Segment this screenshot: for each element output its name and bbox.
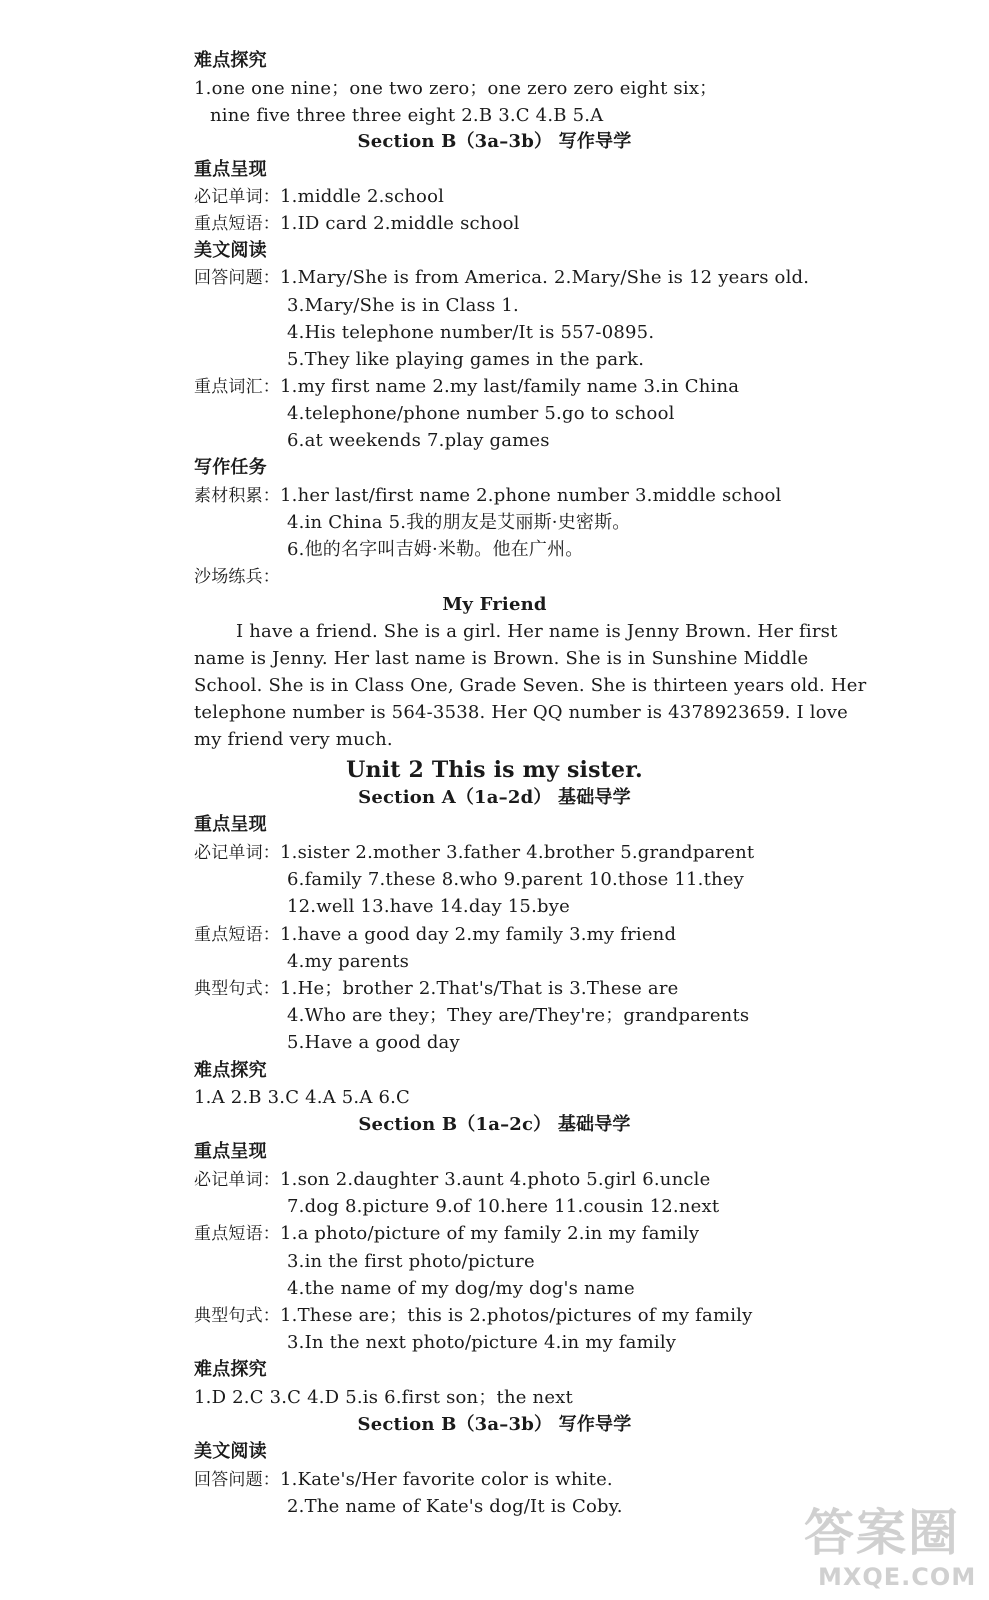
item-label: 重点词汇：: [194, 377, 280, 397]
essay-line: I have a friend. She is a girl. Her name is Jenny Brown. Her first: [236, 621, 838, 642]
item-label: 必记单词：: [194, 187, 280, 207]
answer-line: 3.in the first photo/picture: [287, 1251, 535, 1272]
item-label: 重点短语：: [194, 1224, 280, 1244]
section-title: Section B（1a–2c） 基础导学: [358, 1114, 631, 1135]
answer-line: 5.Have a good day: [287, 1032, 460, 1053]
answer-line: 4.Who are they；They are/They're；grandparents: [287, 1005, 750, 1026]
watermark-url: MXQE.COM: [818, 1563, 977, 1591]
section-heading: 美文阅读: [194, 1441, 267, 1462]
answer-line: 4.my parents: [287, 951, 410, 972]
item-answers: 1.Mary/She is from America. 2.Mary/She is 12 years old.: [280, 267, 810, 288]
item-label: 素材积累：: [194, 486, 280, 506]
answer-line: [194, 375, 739, 399]
item-answers: 1.ID card 2.middle school: [280, 213, 520, 234]
answer-line: [194, 841, 754, 865]
item-answers: 1.her last/first name 2.phone number 3.middle school: [280, 485, 782, 506]
answer-line: 3.In the next photo/picture 4.in my family: [287, 1332, 677, 1353]
item-label: 必记单词：: [194, 1170, 280, 1190]
item-answers: 1.middle 2.school: [280, 186, 445, 207]
watermark-text: 答案圈: [804, 1504, 960, 1562]
section-heading: 难点探究: [194, 1060, 267, 1081]
answer-line: 6.at weekends 7.play games: [287, 430, 550, 451]
watermark-logo: [798, 1505, 988, 1597]
answer-line: 7.dog 8.picture 9.of 10.here 11.cousin 12.next: [287, 1196, 720, 1217]
answer-line: 2.The name of Kate's dog/It is Coby.: [287, 1496, 623, 1517]
answer-line: [194, 212, 520, 236]
essay-line: name is Jenny. Her last name is Brown. She is in Sunshine Middle: [194, 648, 809, 669]
item-label: 典型句式：: [194, 1306, 280, 1326]
answer-line: [194, 484, 782, 508]
section-heading: 重点呈现: [194, 159, 267, 180]
item-answers: 1.a photo/picture of my family 2.in my family: [280, 1223, 700, 1244]
item-label: 重点短语：: [194, 925, 280, 945]
answer-line: 1.A 2.B 3.C 4.A 5.A 6.C: [194, 1087, 411, 1108]
item-label: 回答问题：: [194, 268, 280, 288]
answer-line: [194, 266, 809, 290]
section-heading: 重点呈现: [194, 1141, 267, 1162]
item-label: 沙场练兵：: [194, 567, 280, 587]
item-label: 典型句式：: [194, 979, 280, 999]
answer-line: [194, 1304, 753, 1328]
section-heading: 美文阅读: [194, 240, 267, 261]
answer-line: [194, 185, 444, 209]
item-answers: 1.sister 2.mother 3.father 4.brother 5.grandparent: [280, 842, 755, 863]
answer-line: 1.D 2.C 3.C 4.D 5.is 6.first son；the next: [194, 1387, 573, 1408]
answer-line: [194, 1468, 613, 1492]
section-title: Section B（3a–3b） 写作导学: [357, 131, 632, 152]
answer-line: 4.the name of my dog/my dog's name: [287, 1278, 635, 1299]
item-answers: 1.He；brother 2.That's/That is 3.These are: [280, 978, 679, 999]
section-heading: 难点探究: [194, 50, 267, 71]
essay-line: telephone number is 564-3538. Her QQ number is 4378923659. I love: [194, 702, 848, 723]
item-label: 回答问题：: [194, 1470, 280, 1490]
essay-line: School. She is in Class One, Grade Seven. She is thirteen years old. Her: [194, 675, 867, 696]
answer-line: [194, 923, 676, 947]
answer-line: 5.They like playing games in the park.: [287, 349, 645, 370]
answer-line: [194, 977, 679, 1001]
item-label: 重点短语：: [194, 214, 280, 234]
answer-line: 3.Mary/She is in Class 1.: [287, 295, 519, 316]
item-answers: 1.Kate's/Her favorite color is white.: [280, 1469, 613, 1490]
item-label: 必记单词：: [194, 843, 280, 863]
item-answers: 1.These are；this is 2.photos/pictures of my family: [280, 1305, 753, 1326]
section-title: Section B（3a–3b） 写作导学: [357, 1414, 632, 1435]
answer-line: 6.family 7.these 8.who 9.parent 10.those 11.they: [287, 869, 745, 890]
section-heading: 难点探究: [194, 1359, 267, 1380]
item-answers: 1.my first name 2.my last/family name 3.in China: [280, 376, 740, 397]
item-answers: 1.have a good day 2.my family 3.my friend: [280, 924, 677, 945]
item-answers: 1.son 2.daughter 3.aunt 4.photo 5.girl 6.uncle: [280, 1169, 711, 1190]
unit-title: Unit 2 This is my sister.: [346, 757, 643, 783]
answer-line: [194, 565, 280, 589]
answer-line: nine five three three eight 2.B 3.C 4.B 5.A: [210, 105, 604, 126]
answer-line: 12.well 13.have 14.day 15.bye: [287, 896, 570, 917]
section-title: Section A（1a–2d） 基础导学: [358, 787, 631, 808]
answer-line: 6.他的名字叫吉姆·米勒。他在广州。: [287, 539, 584, 560]
section-heading: 写作任务: [194, 457, 267, 478]
answer-line: 4.telephone/phone number 5.go to school: [287, 403, 675, 424]
answer-line: [194, 1168, 710, 1192]
section-heading: 重点呈现: [194, 814, 267, 835]
answer-line: 4.in China 5.我的朋友是艾丽斯·史密斯。: [287, 512, 631, 533]
answer-line: 1.one one nine；one two zero；one zero zero eight six；: [194, 78, 718, 99]
essay-line: my friend very much.: [194, 729, 393, 750]
answer-line: 4.His telephone number/It is 557-0895.: [287, 322, 655, 343]
answer-line: [194, 1222, 699, 1246]
section-title: My Friend: [442, 594, 547, 615]
